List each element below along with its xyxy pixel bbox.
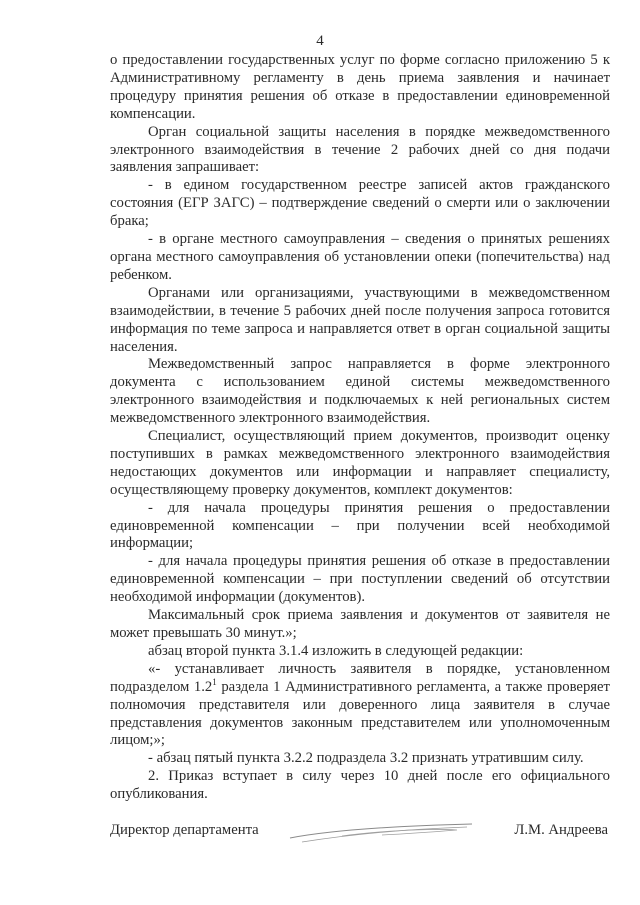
paragraph: абзац второй пункта 3.1.4 изложить в следующей редакции: xyxy=(148,642,524,659)
paragraph: - для начала процедуры принятия решения о предоставлении единовременной компенсации – при получении всей необходимой информации; xyxy=(110,499,610,552)
paragraph: о предоставлении государственных услуг по форме согласно приложению 5 к Административному регламенту в день приема заявления и начинает процедуру принятия решения об отказе в предоставлении единовременной компенсации. xyxy=(110,52,610,122)
paragraph-text: раздела 1 Административного регламента, а также проверяет полномочия представителя или доверенного лица заявителя в случае представления документов законным представителем или уполномоченным лицом;»; xyxy=(110,678,610,749)
signer-title: Директор департамента xyxy=(110,822,259,838)
paragraph: Специалист, осуществляющий прием документов, производит оценку поступивших в рамках межведомственного электронного взаимодействия недостающих документов или информации и направляет специалисту, осуществляющему проверку документов, комплект документов: xyxy=(110,428,610,498)
paragraph: - абзац пятый пункта 3.2.2 подраздела 3.2 признать утратившим силу. xyxy=(148,750,584,767)
paragraph-text: «- устанавливает личность заявителя в порядке, установленном подразделом 1.2 xyxy=(110,660,610,695)
page-number: 4 xyxy=(316,33,324,49)
paragraph: - в органе местного самоуправления – сведения о принятых решениях органа местного самоуправления об установлении опеки (попечительства) над ребенком. xyxy=(110,231,610,283)
signature-block xyxy=(110,818,610,848)
paragraph: Межведомственный запрос направляется в форме электронного документа с использованием единой системы межведомственного электронного взаимодействия и подключаемых к ней региональных систем межведомственного электронного взаимодействия. xyxy=(110,356,610,427)
paragraph: Органами или организациями, участвующими в межведомственном взаимодействии, в течение 5 рабочих дней после получения запроса готовится информация по теме запроса и направляется ответ в орган социальной защиты населения. xyxy=(110,284,610,355)
paragraph: - для начала процедуры принятия решения об отказе в предоставлении единовременной компенсации – при поступлении сведений об отсутствии необходимой информации (документов). xyxy=(110,553,610,606)
paragraph: Орган социальной защиты населения в порядке межведомственного электронного взаимодействия в течение 2 рабочих дней со дня подачи заявления запрашивает: xyxy=(110,123,610,176)
paragraph-with-footnote xyxy=(110,661,610,751)
paragraph: Максимальный срок приема заявления и документов от заявителя не может превышать 30 минут.»; xyxy=(110,607,610,641)
paragraph: - в едином государственном реестре записей актов гражданского состояния (ЕГР ЗАГС) – подтверждение сведений о смерти или о заключении брака; xyxy=(110,177,610,230)
signer-name: Л.М. Андреева xyxy=(514,822,608,838)
document-body xyxy=(110,52,610,804)
handwritten-signature xyxy=(282,818,482,848)
paragraph: 2. Приказ вступает в силу через 10 дней после его официального опубликования. xyxy=(110,768,610,803)
footnote-superscript: 1 xyxy=(212,676,217,687)
